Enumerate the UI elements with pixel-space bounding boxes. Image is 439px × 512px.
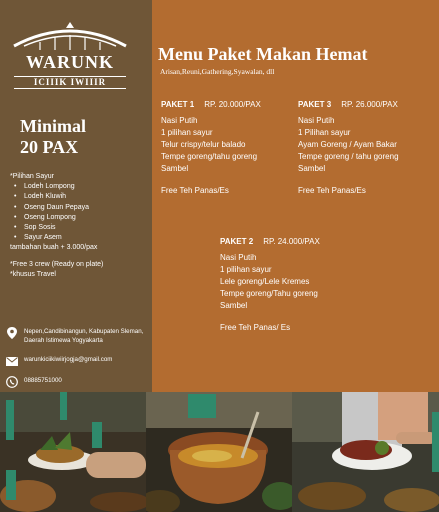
menu-item: 1 Pilihan sayur	[298, 128, 351, 137]
food-photo-1	[0, 392, 146, 512]
minimal-line2: 20 PAX	[20, 137, 79, 157]
phone-text: 08885751000	[24, 377, 62, 384]
options-note-travel: *khusus Travel	[10, 270, 56, 278]
package-header	[161, 99, 261, 111]
free-drink: Free Teh Panas/ Es	[220, 323, 291, 332]
contact-phone[interactable]	[6, 376, 152, 388]
menu-item: Tempe goreng / tahu goreng	[298, 152, 399, 161]
menu-title: Menu Paket Makan Hemat	[158, 44, 368, 64]
left-panel	[0, 0, 152, 392]
menu-item: 1 pilihan sayur	[220, 265, 272, 274]
menu-item: Lele goreng/Lele Kremes	[220, 277, 310, 286]
roof-icon	[10, 22, 130, 56]
free-drink: Free Teh Panas/Es	[298, 186, 366, 195]
menu-item: Nasi Putih	[161, 116, 198, 125]
contact-email[interactable]	[6, 355, 152, 367]
menu-item: 1 pilihan sayur	[161, 128, 213, 137]
menu-item: Telur crispy/telur balado	[161, 140, 246, 149]
package-name: PAKET 2	[220, 237, 254, 246]
menu-item: Ayam Goreng / Ayam Bakar	[298, 140, 397, 149]
package-2	[220, 236, 320, 334]
package-header	[220, 236, 320, 248]
menu-item: Sambel	[298, 164, 326, 173]
options-note-crew: *Free 3 crew (Ready on plate)	[10, 260, 104, 268]
menu-item: Sambel	[161, 164, 189, 173]
package-price: RP. 26.000/PAX	[341, 100, 398, 109]
food-photo-2	[146, 392, 292, 512]
location-icon	[6, 327, 18, 339]
package-price: RP. 24.000/PAX	[263, 237, 320, 246]
vegetable-options	[10, 172, 150, 280]
address-text: Nepen,Candibinangun, Kabupaten Sleman, Daerah Istimewa Yogyakarta	[24, 328, 144, 344]
list-item: • Lodeh Lompong	[10, 182, 150, 192]
food-photo-strip	[0, 392, 439, 512]
list-item: • Lodeh Kluwih	[10, 192, 150, 202]
menu-item: Tempe goreng/Tahu goreng	[220, 289, 318, 298]
menu-item: Nasi Putih	[298, 116, 335, 125]
package-name: PAKET 1	[161, 100, 195, 109]
brand-tagline: ICIIIK IWIIIR	[14, 76, 126, 89]
minimal-line1: Minimal	[20, 116, 86, 136]
list-item: • Oseng Daun Pepaya	[10, 203, 150, 213]
package-1	[161, 99, 261, 197]
brand-logo	[10, 22, 130, 86]
package-price: RP. 20.000/PAX	[204, 100, 261, 109]
food-photo-3	[292, 392, 439, 512]
menu-item: Nasi Putih	[220, 253, 257, 262]
list-item: • Sayur Asem	[10, 233, 150, 243]
brand-name: WARUNK	[25, 52, 114, 72]
whatsapp-icon	[6, 376, 18, 388]
package-name: PAKET 3	[298, 100, 332, 109]
menu-item: Tempe goreng/tahu goreng	[161, 152, 258, 161]
options-heading: *Pilihan Sayur	[10, 173, 54, 180]
contact-address	[6, 327, 152, 345]
free-drink: Free Teh Panas/Es	[161, 186, 229, 195]
options-extra: tambahan buah + 3.000/pax	[10, 244, 98, 252]
email-icon	[6, 355, 18, 367]
list-item: • Oseng Lompong	[10, 213, 150, 223]
email-text: warunkiciikiwiirjogja@gmail.com	[24, 356, 113, 363]
menu-subtitle: Arisan,Reuni,Gathering,Syawalan, dll	[160, 67, 275, 76]
list-item: • Sop Sosis	[10, 223, 150, 233]
menu-item: Sambel	[220, 301, 248, 310]
package-header	[298, 99, 399, 111]
options-list	[10, 182, 150, 243]
minimal-pax	[20, 116, 140, 158]
package-3	[298, 99, 399, 197]
